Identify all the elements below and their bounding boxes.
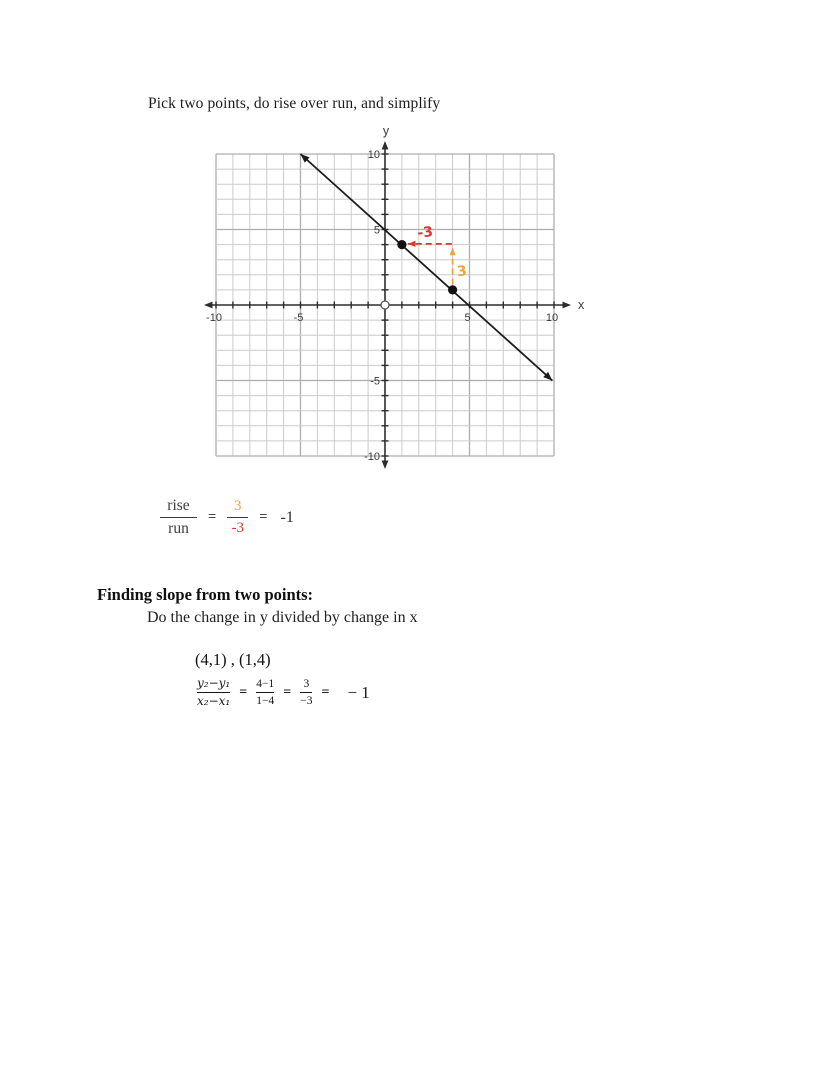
y-tick-label: -5 (370, 375, 380, 388)
origin-marker (381, 301, 389, 309)
simplified-numerator: 3 (303, 677, 310, 690)
rise-arrow-label: 3 (456, 263, 468, 281)
substituted-denominator: 1−4 (256, 695, 275, 708)
equals-sign: = (283, 684, 292, 700)
fraction-bar (256, 692, 274, 693)
y-axis-label: y (382, 124, 390, 138)
x-tick-label: -5 (293, 312, 304, 324)
formula-result: − 1 (347, 682, 370, 702)
run-arrow-label: -3 (416, 223, 434, 242)
arrowhead-icon (563, 302, 572, 309)
arrowhead-icon (408, 241, 416, 247)
equals-sign: = (321, 684, 330, 700)
formula-denominator: x₂−x₁ (197, 694, 231, 709)
run-value: -3 (231, 520, 245, 537)
section-heading: Finding slope from two points: (97, 585, 314, 604)
formula-numerator: y₂−y₁ (197, 676, 231, 690)
simplified-fraction (300, 677, 312, 709)
equals-sign: = (259, 509, 268, 526)
data-point (448, 285, 457, 294)
simplified-denominator: −3 (300, 695, 313, 708)
substituted-fraction (256, 677, 274, 709)
arrowhead-icon (382, 461, 389, 470)
equals-sign: = (208, 509, 217, 526)
x-tick-label: 5 (464, 312, 471, 324)
y-tick-label: 10 (367, 149, 380, 161)
rise-value: 3 (234, 497, 242, 514)
slope-result: -1 (280, 508, 294, 526)
delta-y-over-delta-x-fraction (197, 676, 230, 709)
x-axis-label: x (578, 298, 585, 312)
y-tick-label: -10 (364, 451, 380, 463)
slope-graph (195, 122, 590, 487)
y-tick-label: 5 (373, 224, 380, 237)
fraction-bar (300, 692, 312, 693)
arrowhead-icon (450, 248, 456, 256)
data-point (397, 240, 406, 249)
page-title: Pick two points, do rise over run, and simplify (148, 95, 441, 112)
fraction-bar (197, 692, 230, 693)
run-label: run (168, 520, 189, 538)
rise-run-values-fraction (227, 498, 248, 538)
arrowhead-icon (382, 141, 389, 150)
equals-sign: = (239, 684, 248, 700)
points-pair: (4,1) , (1,4) (195, 650, 271, 669)
x-tick-label: 10 (545, 312, 559, 324)
slope-formula (197, 676, 370, 709)
slope-graph-svg (195, 122, 590, 482)
arrowhead-icon (204, 302, 213, 309)
fraction-bar (160, 517, 197, 519)
rise-run-fraction (160, 497, 197, 538)
section-subtext: Do the change in y divided by change in x (147, 609, 418, 626)
rise-over-run-equation (160, 497, 294, 538)
rise-label: rise (167, 497, 190, 514)
plotted-line (301, 154, 553, 381)
substituted-numerator: 4−1 (256, 677, 275, 690)
fraction-bar (227, 517, 248, 519)
x-tick-label: -10 (206, 312, 222, 324)
